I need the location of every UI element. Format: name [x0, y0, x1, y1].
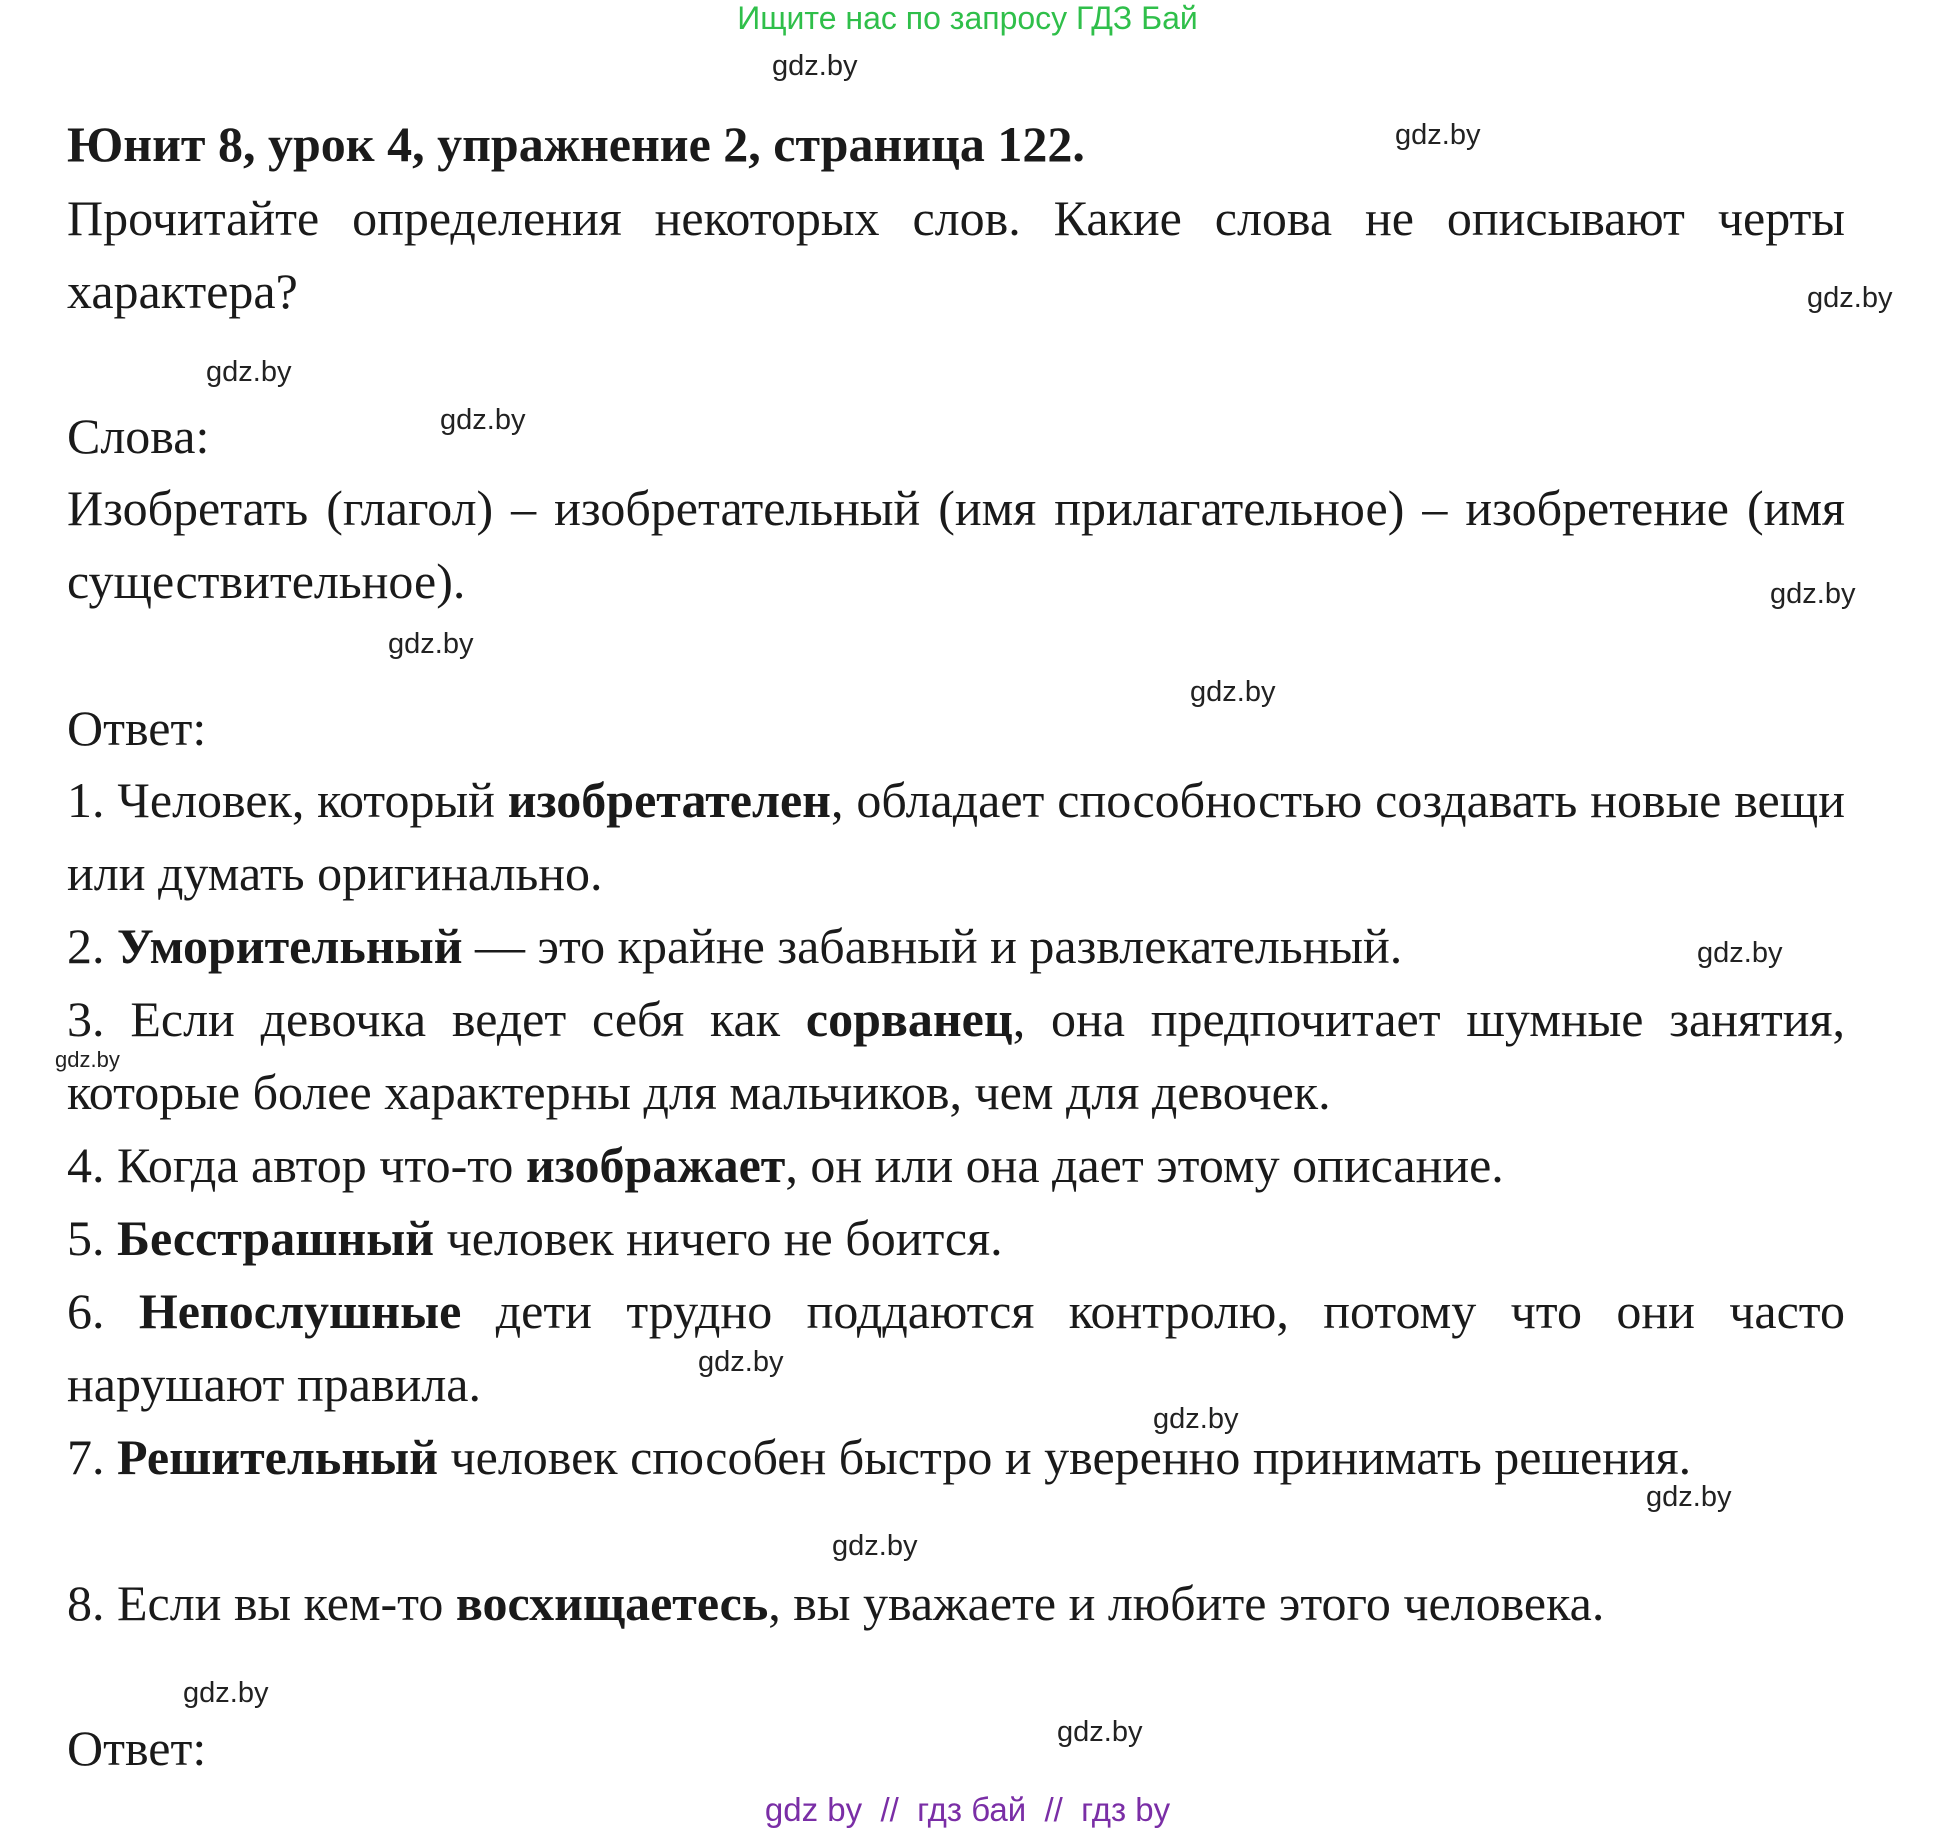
search-banner: Ищите нас по запросу ГДЗ Бай [737, 0, 1198, 36]
answer-item [67, 1567, 1845, 1640]
answer-number: 8. [67, 1575, 105, 1631]
answer-number: 4. [67, 1137, 105, 1193]
watermark: gdz.by [1697, 937, 1783, 969]
watermark: gdz.by [1646, 1481, 1732, 1513]
watermark: gdz.by [1057, 1716, 1143, 1748]
watermark: gdz.by [1807, 282, 1893, 314]
watermark: gdz.by [1190, 676, 1276, 708]
answer-text: дети трудно поддаются контролю, потому что они часто нарушают правила. [67, 1283, 1846, 1412]
answer-text: человек способен быстро и уверенно принимать решения. [438, 1429, 1692, 1485]
answer-label-2: Ответ: [67, 1720, 207, 1776]
page-title: Юнит 8, урок 4, упражнение 2, страница 122. [67, 116, 1085, 172]
answer-keyword: Уморительный [117, 918, 463, 974]
answer-number: 2. [67, 918, 105, 974]
answer-item [67, 910, 1845, 983]
answer-text: Человек, который [117, 772, 495, 828]
answer-number: 5. [67, 1210, 105, 1266]
answer-text: , вы уважаете и любите этого человека. [768, 1575, 1605, 1631]
watermark: gdz.by [698, 1346, 784, 1378]
words-label: Слова: [67, 408, 210, 464]
answer-text: — это крайне забавный и развлекательный. [462, 918, 1403, 974]
watermark: gdz.by [772, 50, 858, 82]
answer-keyword: восхищаетесь [455, 1575, 769, 1631]
answer-number: 3. [67, 991, 105, 1047]
watermark: gdz.by [440, 404, 526, 436]
answer-keyword: Бесстрашный [117, 1210, 435, 1266]
answer-item [67, 983, 1845, 1129]
answer-keyword: изображает [525, 1137, 786, 1193]
answer-keyword: сорванец [805, 991, 1013, 1047]
answer-number: 6. [67, 1283, 105, 1339]
answer-text: Если девочка ведет себя как [130, 991, 781, 1047]
answer-text: человек ничего не боится. [434, 1210, 1003, 1266]
answer-keyword: Непослушные [138, 1283, 462, 1339]
answer-keyword: Решительный [117, 1429, 438, 1485]
answer-label: Ответ: [67, 700, 207, 756]
answer-text: , он или она дает этому описание. [785, 1137, 1504, 1193]
answer-item [67, 1202, 1845, 1275]
answer-text: , обладает способностью создавать новые вещи или думать оригинально. [67, 772, 1845, 901]
watermark: gdz.by [183, 1677, 269, 1709]
task-text: Прочитайте определения некоторых слов. Какие слова не описывают черты характера? [67, 190, 1845, 319]
answer-text: Если вы кем-то [117, 1575, 444, 1631]
answer-item [67, 764, 1845, 910]
answer-item [67, 1275, 1845, 1421]
watermark: gdz.by [1153, 1403, 1239, 1435]
answer-text: Когда автор что-то [117, 1137, 514, 1193]
answer-item [67, 1129, 1845, 1202]
words-text: Изобретать (глагол) – изобретательный (имя прилагательное) – изобретение (имя существительное). [67, 480, 1845, 609]
watermark: gdz.by [206, 356, 292, 388]
watermark: gdz.by [1770, 578, 1856, 610]
answer-number: 1. [67, 772, 105, 828]
footer-links: gdz by // гдз бай // гдз by [764, 1791, 1171, 1828]
answer-number: 7. [67, 1429, 105, 1485]
answer-text: , она предпочитает шумные занятия, которые более характерны для мальчиков, чем для девочек. [67, 991, 1846, 1120]
watermark: gdz.by [832, 1530, 918, 1562]
answer-keyword: изобретателен [507, 772, 831, 828]
answer-item [67, 1421, 1845, 1494]
watermark: gdz.by [1395, 119, 1481, 151]
watermark: gdz.by [388, 628, 474, 660]
watermark: gdz.by [55, 1047, 120, 1072]
